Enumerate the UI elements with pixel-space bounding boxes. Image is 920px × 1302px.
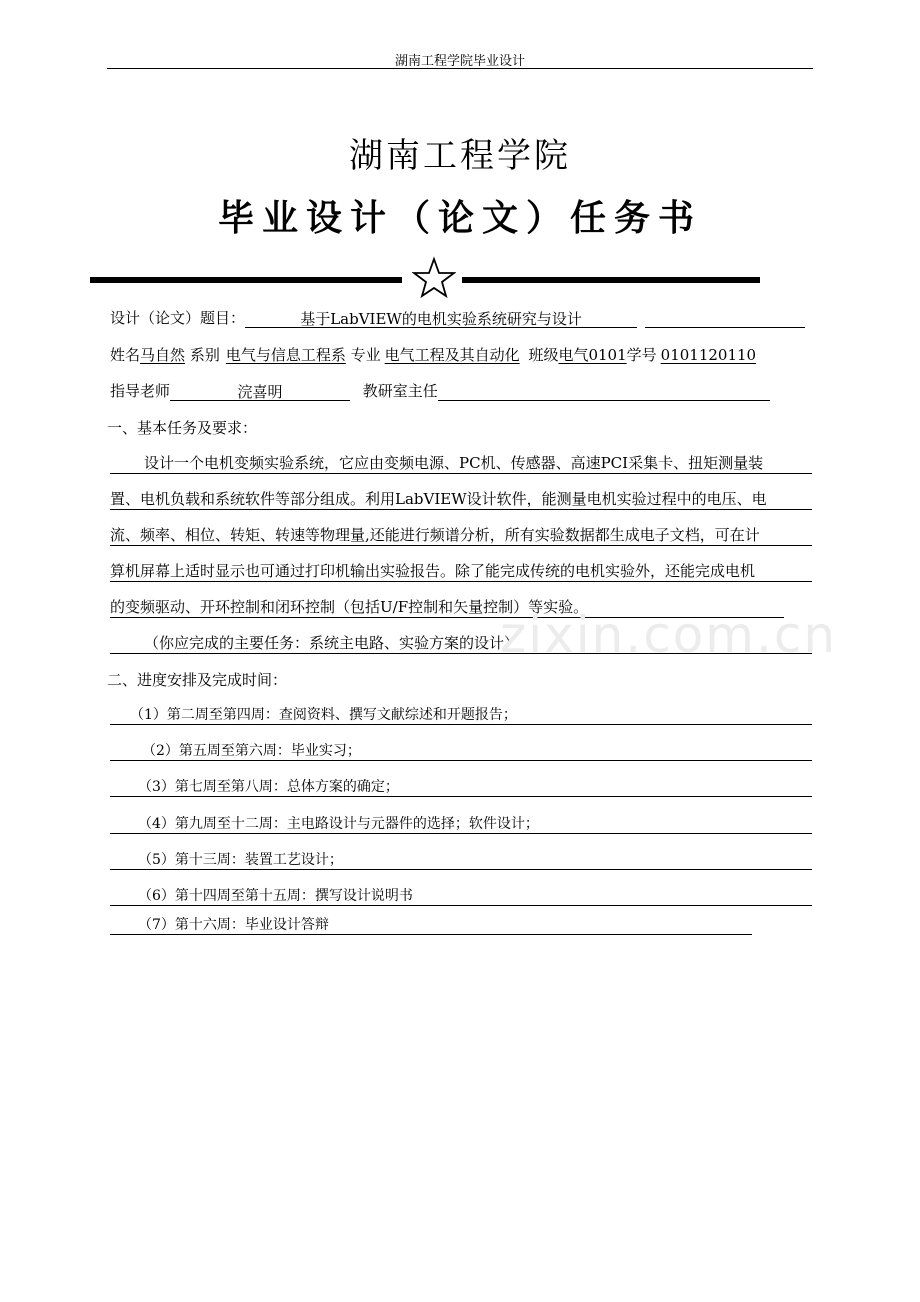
- header-rule: [107, 68, 813, 69]
- major-value: 电气工程及其自动化: [384, 346, 520, 364]
- advisor-row: [110, 381, 770, 401]
- student-info-row: [110, 345, 756, 365]
- schedule-item: （5）第十三周：装置工艺设计；: [110, 851, 812, 870]
- star-icon: [412, 256, 456, 300]
- section2-heading: 二、进度安排及完成时间：: [107, 671, 288, 689]
- topic-label: 设计（论文）题目：: [110, 309, 246, 327]
- dept-value: 电气与信息工程系: [225, 346, 346, 364]
- advisor-value: 浣喜明: [170, 382, 350, 401]
- schedule-item: （3）第七周至第八周：总体方案的确定；: [110, 778, 812, 797]
- section1-line: 置、电机负载和系统软件等部分组成。利用LabVIEW设计软件，能测量电机实验过程中的电压、电: [110, 489, 812, 510]
- schedule-item: （2）第五周至第六周：毕业实习；: [110, 742, 812, 761]
- section1-heading: 一、基本任务及要求：: [107, 419, 258, 437]
- class-label: 班级: [528, 346, 559, 364]
- dept-label: 系别: [189, 346, 220, 364]
- class-value: 电气0101: [558, 346, 627, 364]
- section1-line: 流、频率、相位、转矩、转速等物理量,还能进行频谱分析，所有实验数据都生成电子文档，可在计: [110, 525, 812, 546]
- section1-line: 设计一个电机变频实验系统，它应由变频电源、PC机、传感器、高速PCI采集卡、扭矩测量装: [110, 453, 812, 474]
- watermark: zixin.com.cn: [500, 606, 838, 664]
- divider-left: [90, 277, 402, 283]
- topic-fill: [645, 311, 805, 328]
- name-value: 马自然: [140, 346, 186, 364]
- schedule-item: （4）第九周至十二周：主电路设计与元器件的选择；软件设计；: [110, 815, 812, 834]
- main-task-line: （你应完成的主要任务：系统主电路、实验方案的设计）: [110, 633, 812, 654]
- id-value: 0101120110: [660, 346, 757, 364]
- advisor-label: 指导老师: [110, 382, 171, 400]
- schedule-item: （1）第二周至第四周：查阅资料、撰写文献综述和开题报告；: [110, 706, 812, 725]
- id-label: 学号: [626, 346, 657, 364]
- topic-value: 基于LabVIEW的电机实验系统研究与设计: [245, 309, 637, 328]
- director-label: 教研室主任: [362, 382, 438, 400]
- major-label: 专业: [350, 346, 381, 364]
- schedule-item: （6）第十四周至第十五周：撰写设计说明书: [110, 887, 812, 906]
- director-fill: [438, 384, 770, 401]
- name-label: 姓名: [110, 346, 141, 364]
- schedule-item: （7）第十六周：毕业设计答辩: [110, 916, 752, 935]
- section1-line: 算机屏幕上适时显示也可通过打印机输出实验报告。除了能完成传统的电机实验外，还能完成电机: [110, 561, 812, 582]
- institution-title: 湖南工程学院: [349, 136, 571, 176]
- divider-right: [462, 277, 760, 283]
- document-title: 毕业设计（论文）任务书: [217, 197, 702, 239]
- topic-row: [110, 308, 805, 328]
- page-header: 湖南工程学院毕业设计: [394, 54, 525, 69]
- section1-line: 的变频驱动、开环控制和闭环控制（包括U/F控制和矢量控制）等实验。: [110, 597, 784, 618]
